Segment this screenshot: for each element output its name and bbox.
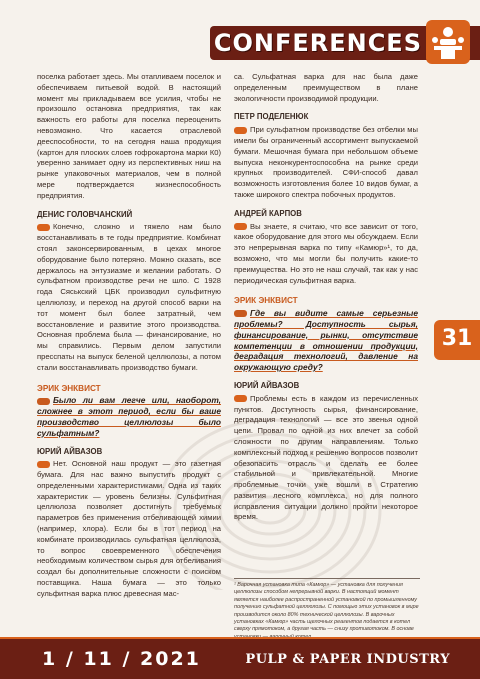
left-column	[37, 72, 221, 606]
speaker-name: ДЕНИС ГОЛОВЧАНСКИЙ	[37, 209, 133, 219]
page-number-tab	[434, 320, 480, 360]
footnote: ¹ Варочная установка типа «Камюр» — установка для получения целлюлозы способом непрерывной варки. В настоящий момент является наиболее распространенной установкой по промышленному получению сульфатной целлюлозы. С помощью этих установок в мире производится около 80% технической целлюлозы. В варочных установках «Камюр» часть щелочных реагентов подается в котел сверху прямотоком, а другая часть — снизу противотоком. В основе	[234, 578, 420, 641]
answer-tag-icon	[234, 223, 247, 230]
speaker-name: ЮРИЙ АЙВАЗОВ	[37, 446, 103, 456]
right-column	[234, 72, 418, 529]
page-number: 31	[441, 326, 473, 351]
conference-podium-icon	[426, 20, 470, 64]
magazine-name: PULP & PAPER INDUSTRY	[245, 652, 450, 667]
speaker-name: ПЕТР ПОДЕЛЕНЮК	[234, 112, 309, 122]
issue-date: 1 / 11 / 2021	[42, 648, 201, 670]
paragraph	[234, 125, 418, 201]
answer-text: Вы знаете, я считаю, что все зависит от того, какое оборудование для этого мы обсуждаем. Если это непрерывная варка по типу «Камюр»¹, то да, возможно, что мы могли бы получить какие-то преимущества. Но это не наш случай, так как у нас периодическая сульфитная варка.	[234, 221, 418, 285]
answer-tag-icon	[37, 224, 50, 231]
question-tag-icon	[37, 398, 50, 405]
paragraph: са. Сульфатная варка для нас была даже определенным преимуществом в плане экологичности производимой продукции.	[234, 72, 418, 103]
paragraph	[37, 459, 221, 599]
answer-tag-icon	[234, 127, 247, 134]
question-tag-icon	[234, 310, 247, 317]
answer-text: Нет. Основной наш продукт — это газетная бумага. Для нас важно выпустить продукт с определенными характеристиками. Одна из таких характеристик — уровень белизны. Сульфитная целлюлоза позволяет достигнуть требуемых параметров без применения отбеливающей химии (например, хлора). Если бы в тот период на комбинате производилась сульфатная целлюлоза, то вопрос своевременного обеспечения необходимым количеством сырья для отбеливания создал бы дополнительные сложности с поиском поставщика. Наша бумага — это только сульфитная варка плюс древесная мас-	[37, 459, 221, 598]
question-text: Было ли вам легче или, наоборот, сложнее в этот период, если бы ваше производство целлюлозы было сульфатным?	[37, 395, 221, 438]
paragraph	[234, 222, 418, 287]
answer-text: Конечно, сложно и тяжело нам было восстанавливать в те годы предприятие. Комбинат стоял законсервированным, в цехах многое оборудование было потеряно. Можно сказать, все держалось на энтузиазме и желании работать. О сульфатном производстве речи не шло. С 1928 года Сяськский ЦБК производил сульфитную целлюлозу, и переход на другой способ варки на тот момент был более затратный, чем восстановление и развитие этого производства. Основная проблема была — финансирование, но мы справились. Первым делом запустили пресспаты на выпуск беленой целлюлозы, а потом стали восстанавливать производство бумаги.	[37, 222, 221, 372]
answer-tag-icon	[37, 461, 50, 468]
paragraph	[234, 394, 418, 524]
question	[37, 395, 221, 438]
question-text: Где вы видите самые серьезные проблемы? Доступность сырья, финансирование, рынки, отсутствие компетенции в отношении продукции, деградация технологий, давление на окружающую среду?	[234, 308, 418, 373]
question	[234, 308, 418, 373]
paragraph: поселка работает здесь. Мы отапливаем поселок и обеспечиваем питьевой водой. В настоящий момент мы прикладываем все усилия, чтобы не произошло остановка предприятия, так как важность его работы для поселка переоценить невозможно. Что касается отраслевой дееспособности, то на сегодня наша продукция (картон для плоских слоев гофрокартона марки К0) уверенно занимает одну из перспективных ниш на рынке упаковочных материалов, чем в полной мере подтверждается жизнеспособность предприятия.	[37, 72, 221, 200]
answer-text: Проблемы есть в каждом из перечисленных пунктов. Доступность сырья, финансирование, деградация технологий — все это звенья одной цепи. Провал по одной из них влечет за собой сложности по другим направлениям. Только комплексный подход к решению вопросов позволит обезопасить отрасль и сделать ее более стабильной и привлекательной. Многие проблемные точки уже вошли в Стратегию развития лесного комплекса, но для полного исправления ситуации должно пройти некоторое время.	[234, 393, 418, 522]
moderator-name: ЭРИК ЭНКВИСТ	[234, 296, 298, 306]
footer-band	[0, 639, 480, 679]
speaker-name: ЮРИЙ АЙВАЗОВ	[234, 380, 300, 390]
speaker-name: АНДРЕЙ КАРПОВ	[234, 208, 302, 218]
answer-text: При сульфатном производстве без отбелки мы имели бы ограниченный ассортимент выпускаемой бумаги. Мешочная бумага при небольшом объеме выпуска неконкурентоспособна на рынке среди крупных производителей. СФИ-способ давал возможность изготовления более 10 видов бумаг, а также широкого спектра побочных продуктов.	[234, 125, 418, 199]
moderator-name: ЭРИК ЭНКВИСТ	[37, 383, 101, 393]
section-title: CONFERENCES	[213, 29, 422, 57]
answer-tag-icon	[234, 395, 247, 402]
paragraph	[37, 222, 221, 373]
